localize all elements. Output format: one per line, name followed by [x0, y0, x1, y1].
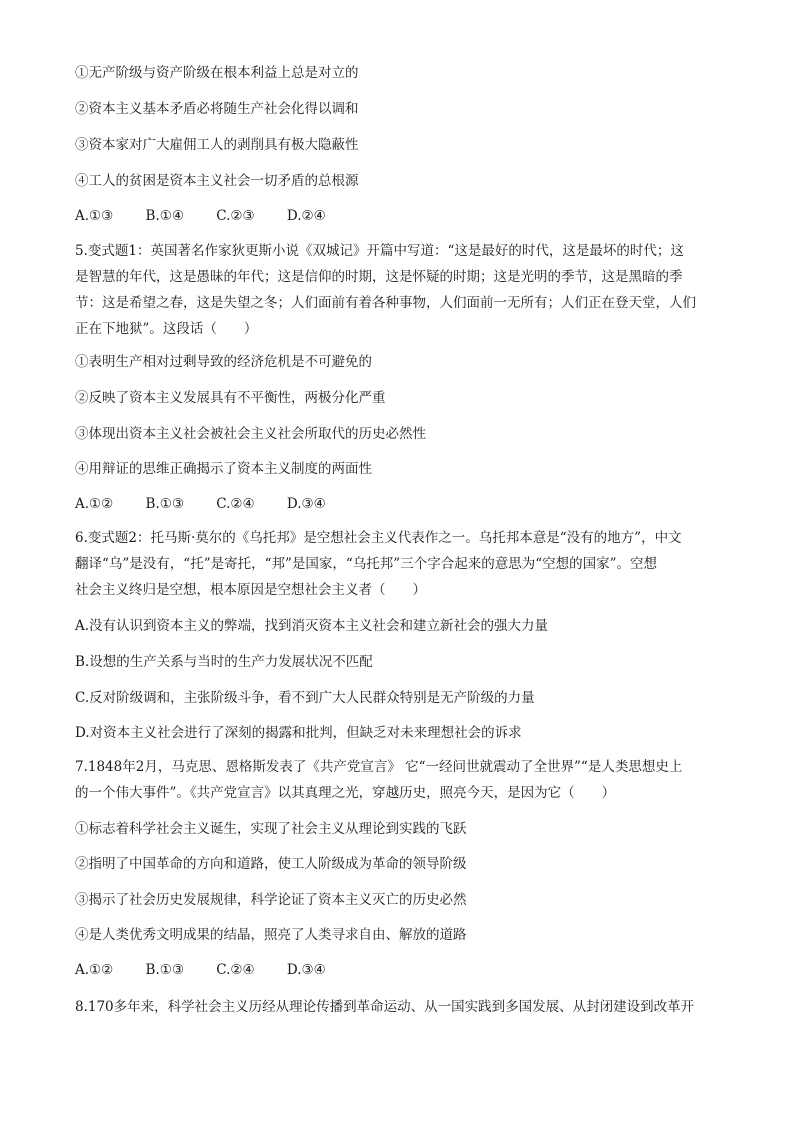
q6-option-c: C.反对阶级调和，主张阶级斗争，看不到广大人民群众特别是无产阶级的力量	[75, 690, 535, 706]
answer-choice: C.②④	[216, 496, 255, 512]
q6-option-b: B.设想的生产关系与当时的生产力发展状况不匹配	[75, 654, 373, 670]
q6-option-d: D.对资本主义社会进行了深刻的揭露和批判，但缺乏对未来理想社会的诉求	[75, 725, 522, 741]
q4-option-3: ③资本家对广大雇佣工人的剥削具有极大隐蔽性	[75, 137, 359, 153]
q6-stem-line: 6.变式题2：托马斯·莫尔的《乌托邦》是空想社会主义代表作之一。乌托邦本意是“没有的地方”，中文	[75, 530, 682, 546]
q5-stem	[75, 238, 715, 342]
q4-option-1: ①无产阶级与资产阶级在根本利益上总是对立的	[75, 65, 359, 81]
answer-choice: B.①④	[145, 208, 184, 224]
q5-option-2: ②反映了资本主义发展具有不平衡性，两极分化严重	[75, 390, 386, 406]
answer-choice: A.①③	[75, 208, 114, 224]
q5-stem-line: 节：这是希望之春，这是失望之冬；人们面前有着各种事物，人们面前一无所有；人们正在登天堂，人们	[75, 295, 696, 311]
q7-answer-choices	[75, 961, 354, 979]
q8-stem-line: 8.170多年来，科学社会主义历经从理论传播到革命运动、从一国实践到多国发展、从封闭建设到改革开	[75, 999, 695, 1015]
q7-option-4: ④是人类优秀文明成果的结晶，照亮了人类寻求自由、解放的道路	[75, 927, 467, 943]
answer-choice: B.①③	[145, 496, 184, 512]
q4-option-2: ②资本主义基本矛盾必将随生产社会化得以调和	[75, 101, 359, 117]
answer-choice: C.②③	[216, 208, 255, 224]
q4-answer-choices	[75, 207, 354, 225]
q4-option-4: ④工人的贫困是资本主义社会一切矛盾的总根源	[75, 173, 359, 189]
q5-answer-choices	[75, 495, 354, 513]
q6-option-a: A.没有认识到资本主义的弊端，找到消灭资本主义社会和建立新社会的强大力量	[75, 618, 549, 634]
answer-choice: C.②④	[216, 962, 255, 978]
answer-choice: A.①②	[75, 496, 114, 512]
q7-stem	[75, 754, 715, 806]
answer-choice: D.③④	[286, 496, 326, 512]
q5-stem-line: 是智慧的年代，这是愚昧的年代；这是信仰的时期，这是怀疑的时期；这是光明的季节，这是黑暗的季	[75, 269, 683, 285]
answer-choice: A.①②	[75, 962, 114, 978]
q5-option-3: ③体现出资本主义社会被社会主义社会所取代的历史必然性	[75, 426, 426, 442]
q5-option-1: ①表明生产相对过剩导致的经济危机是不可避免的	[75, 354, 372, 370]
q5-stem-line: 5.变式题1：英国著名作家狄更斯小说《双城记》开篇中写道：“这是最好的时代，这是最坏的时代；这	[75, 243, 684, 259]
answer-choice: D.③④	[286, 962, 326, 978]
q7-option-1: ①标志着科学社会主义诞生，实现了社会主义从理论到实践的飞跃	[75, 821, 467, 837]
q6-stem-line: 翻译“乌”是没有，“托”是寄托，“邦”是国家，“乌托邦”三个字合起来的意思为“空想的国家”。空想	[75, 556, 658, 572]
q5-stem-line: 正在下地狱”。这段话（ ）	[75, 321, 258, 337]
q5-option-4: ④用辩证的思维正确揭示了资本主义制度的两面性	[75, 461, 372, 477]
answer-choice: D.②④	[286, 208, 326, 224]
q6-stem-line: 社会主义终归是空想，根本原因是空想社会主义者（ ）	[75, 582, 426, 598]
q7-stem-line: 的一个伟大事件”。《共产党宣言》以其真理之光，穿越历史，照亮今天，是因为它（ ）	[75, 785, 616, 801]
answer-choice: B.①③	[145, 962, 184, 978]
q7-option-3: ③揭示了社会历史发展规律，科学论证了资本主义灭亡的历史必然	[75, 892, 467, 908]
q7-stem-line: 7.1848年2月，马克思、恩格斯发表了《共产党宣言》 它“一经问世就震动了全世界”“是人类思想史上	[75, 759, 683, 775]
q8-stem	[75, 994, 715, 1020]
q6-stem	[75, 525, 715, 603]
q7-option-2: ②指明了中国革命的方向和道路，使工人阶级成为革命的领导阶级	[75, 856, 467, 872]
